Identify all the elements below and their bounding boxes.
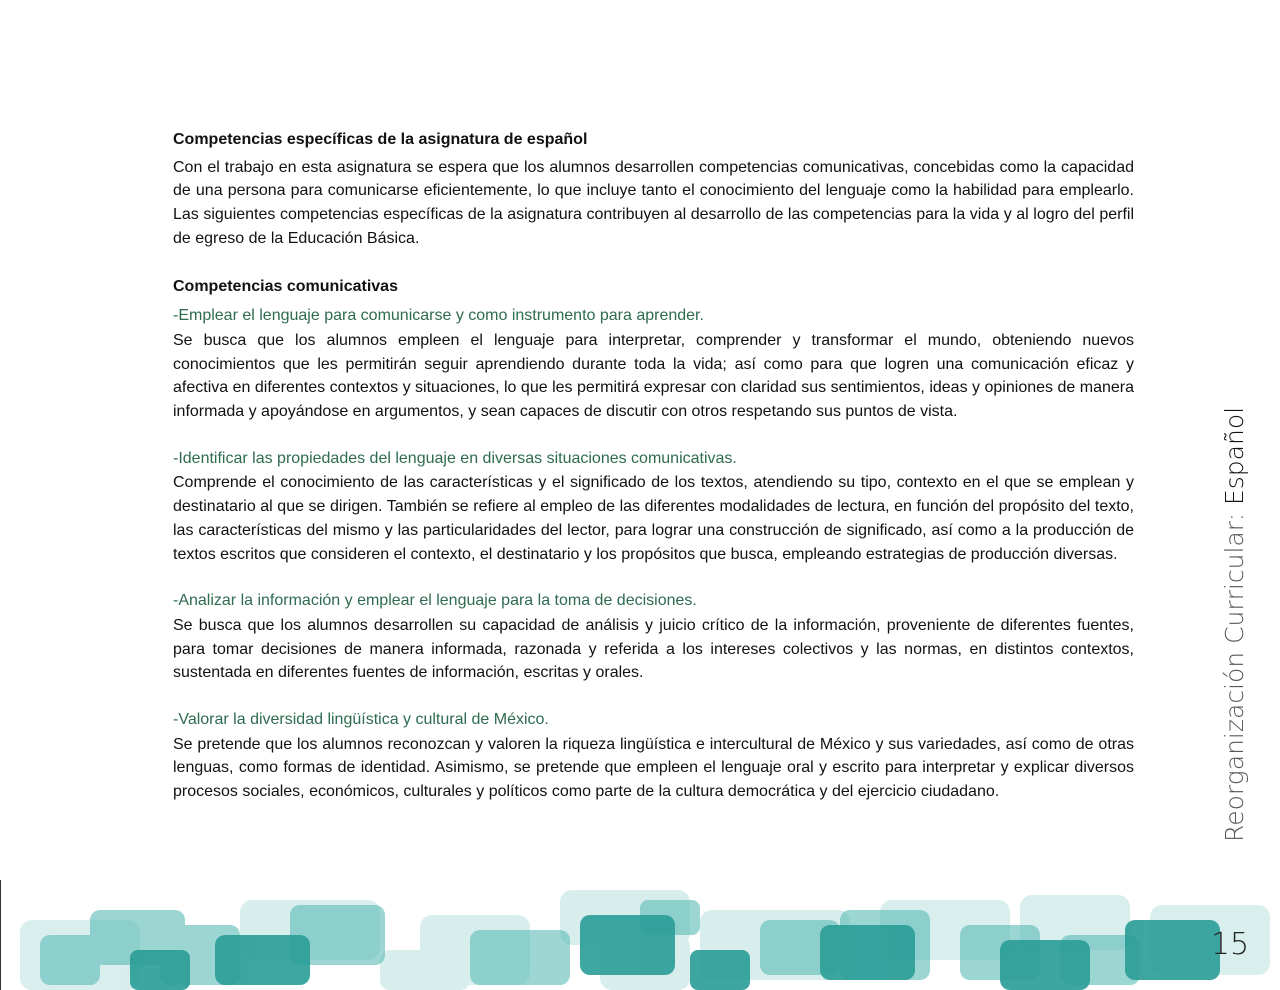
sidebar-title-accent: Español xyxy=(1220,406,1249,506)
competency-item xyxy=(173,589,1134,685)
sidebar-title xyxy=(1222,407,1248,842)
competency-title: -Identificar las propiedades del lenguaje en diversas situaciones comunicativas. xyxy=(173,449,737,467)
competency-item xyxy=(173,708,1134,804)
competency-body: Comprende el conocimiento de las características y el significado de los textos, atendiendo su tipo, contexto en el que se emplean y destinatario al que se dirigen. También se refiere al empleo de las diferentes modalidades de lectura, en función del propósito del texto, las características del mismo y las particularidades del lector, para lograr una construcción de significado, así como a la producción de textos escritos que consideren el contexto, el destinatario y los propósitos que busca, empleando estrategias de producción diversas. xyxy=(173,474,1134,563)
section-heading: Competencias específicas de la asignatura de español xyxy=(173,131,588,148)
competency-body: Se pretende que los alumnos reconozcan y valoren la riqueza lingüística e intercultural de México y sus variedades, así como de otras lenguas, como formas de identidad. Asimismo, se pretende que empleen el lenguaje oral y escrito para interpretar y explicar diversos procesos sociales, económicos, culturales y políticos como parte de la cultura democrática y del ejercicio ciudadano. xyxy=(173,735,1134,801)
competencias-heading: Competencias comunicativas xyxy=(173,277,398,295)
competency-item xyxy=(173,304,1134,424)
sidebar-title-light: Reorganización Curricular: xyxy=(1220,505,1249,842)
spacer xyxy=(173,251,1134,275)
competency-body: Se busca que los alumnos empleen el lenguaje para interpretar, comprender y transformar el mundo, obteniendo nuevos conocimientos que les permitirán seguir aprendiendo durante toda la vida; así como para que logren una comunicación eficaz y afectiva en diferentes contextos y situaciones, lo que les permitirá expresar con claridad sus sentimientos, ideas y opiniones de manera informada y apoyándose en argumentos, y sean capaces de discutir con otros respetando sus puntos de vista. xyxy=(173,331,1134,421)
competency-title: -Valorar la diversidad lingüística y cultural de México. xyxy=(173,711,549,729)
competency-title: -Emplear el lenguaje para comunicarse y como instrumento para aprender. xyxy=(173,307,704,325)
competency-title: -Analizar la información y emplear el lenguaje para la toma de decisiones. xyxy=(173,592,697,610)
competency-item xyxy=(173,447,1134,567)
decorative-footer-pattern xyxy=(0,880,1280,990)
page-number: 15 xyxy=(1210,927,1250,962)
section-intro: Con el trabajo en esta asignatura se espera que los alumnos desarrollen competencias comunicativas, concebidas como la capacidad de una persona para comunicarse eficientemente, lo que incluye tanto el conocimiento del lenguaje como la habilidad para emplearlo. Las siguientes competencias específicas de la asignatura contribuyen al desarrollo de las competencias para la vida y al logro del perfil de egreso de la Educación Básica. xyxy=(173,158,1134,247)
competency-body: Se busca que los alumnos desarrollen su capacidad de análisis y juicio crítico de la información, proveniente de diferentes fuentes, para tomar decisiones de manera informada, razonada y referida a los intereses colectivos y las normas, en distintos contextos, sustentada en diferentes fuentes de información, escritas y orales. xyxy=(173,616,1134,682)
page-content xyxy=(173,128,1134,804)
